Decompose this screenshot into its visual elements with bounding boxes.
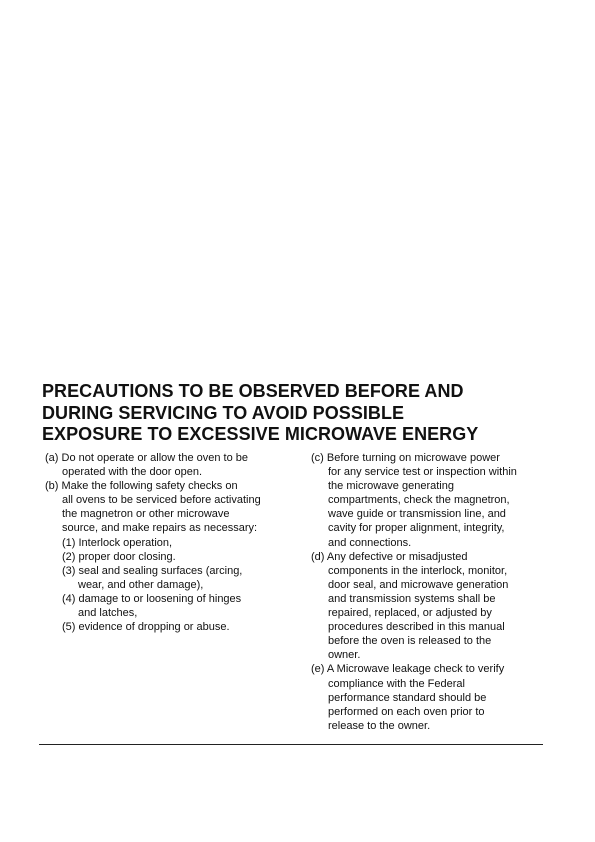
text-line: (3) seal and sealing surfaces (arcing, <box>62 564 243 577</box>
precaution-item-d <box>311 550 556 663</box>
text-line: (b) Make the following safety checks on <box>45 480 238 493</box>
text-line: compartments, check the magnetron, <box>328 494 510 507</box>
text-line: (c) Before turning on microwave power <box>311 452 500 464</box>
safety-check-2 <box>45 550 295 564</box>
title-line: DURING SERVICING TO AVOID POSSIBLE <box>42 402 405 423</box>
title-line: EXPOSURE TO EXCESSIVE MICROWAVE ENERGY <box>42 424 479 444</box>
text-line: all ovens to be serviced before activating <box>62 494 261 507</box>
text-line: (2) proper door closing. <box>62 550 176 563</box>
safety-check-3 <box>45 564 295 592</box>
text-line: (5) evidence of dropping or abuse. <box>62 621 230 634</box>
text-line: (d) Any defective or misadjusted <box>311 550 468 563</box>
text-line: for any service test or inspection within <box>328 466 517 479</box>
footer-divider <box>39 744 543 745</box>
text-line: components in the interlock, monitor, <box>328 564 508 577</box>
text-line: (4) damage to or loosening of hinges <box>62 592 242 605</box>
safety-check-5 <box>45 620 295 634</box>
text-line: source, and make repairs as necessary: <box>62 522 258 535</box>
text-line: (e) A Microwave leakage check to verify <box>311 663 505 676</box>
left-column <box>45 451 295 634</box>
text-line: procedures described in this manual <box>328 621 505 634</box>
text-line: and transmission systems shall be <box>328 592 496 605</box>
right-column <box>311 451 556 733</box>
precaution-item-e <box>311 662 556 732</box>
text-line: and connections. <box>328 536 412 549</box>
precaution-item-a <box>45 451 295 479</box>
safety-check-1 <box>45 536 295 550</box>
page-title <box>42 381 562 446</box>
text-line: operated with the door open. <box>62 466 203 479</box>
text-line: door seal, and microwave generation <box>328 578 509 591</box>
text-line: the microwave generating <box>328 480 454 493</box>
text-line: (a) Do not operate or allow the oven to be <box>45 452 249 464</box>
text-line: and latches, <box>78 607 138 620</box>
text-line: compliance with the Federal <box>328 677 465 690</box>
precaution-item-b <box>45 479 295 634</box>
text-line: the magnetron or other microwave <box>62 508 230 521</box>
text-line: owner. <box>328 649 361 662</box>
text-line: performed on each oven prior to <box>328 705 485 718</box>
text-line: repaired, replaced, or adjusted by <box>328 607 492 620</box>
text-line: wear, and other damage), <box>78 578 204 591</box>
text-line: wave guide or transmission line, and <box>328 508 506 521</box>
text-line: before the oven is released to the <box>328 635 492 648</box>
title-line: PRECAUTIONS TO BE OBSERVED BEFORE AND <box>42 381 464 401</box>
safety-check-4 <box>45 592 295 620</box>
precaution-item-c <box>311 451 556 550</box>
text-line: release to the owner. <box>328 719 431 732</box>
text-line: performance standard should be <box>328 691 487 704</box>
text-line: cavity for proper alignment, integrity, <box>328 522 505 535</box>
text-line: (1) Interlock operation, <box>62 536 173 549</box>
